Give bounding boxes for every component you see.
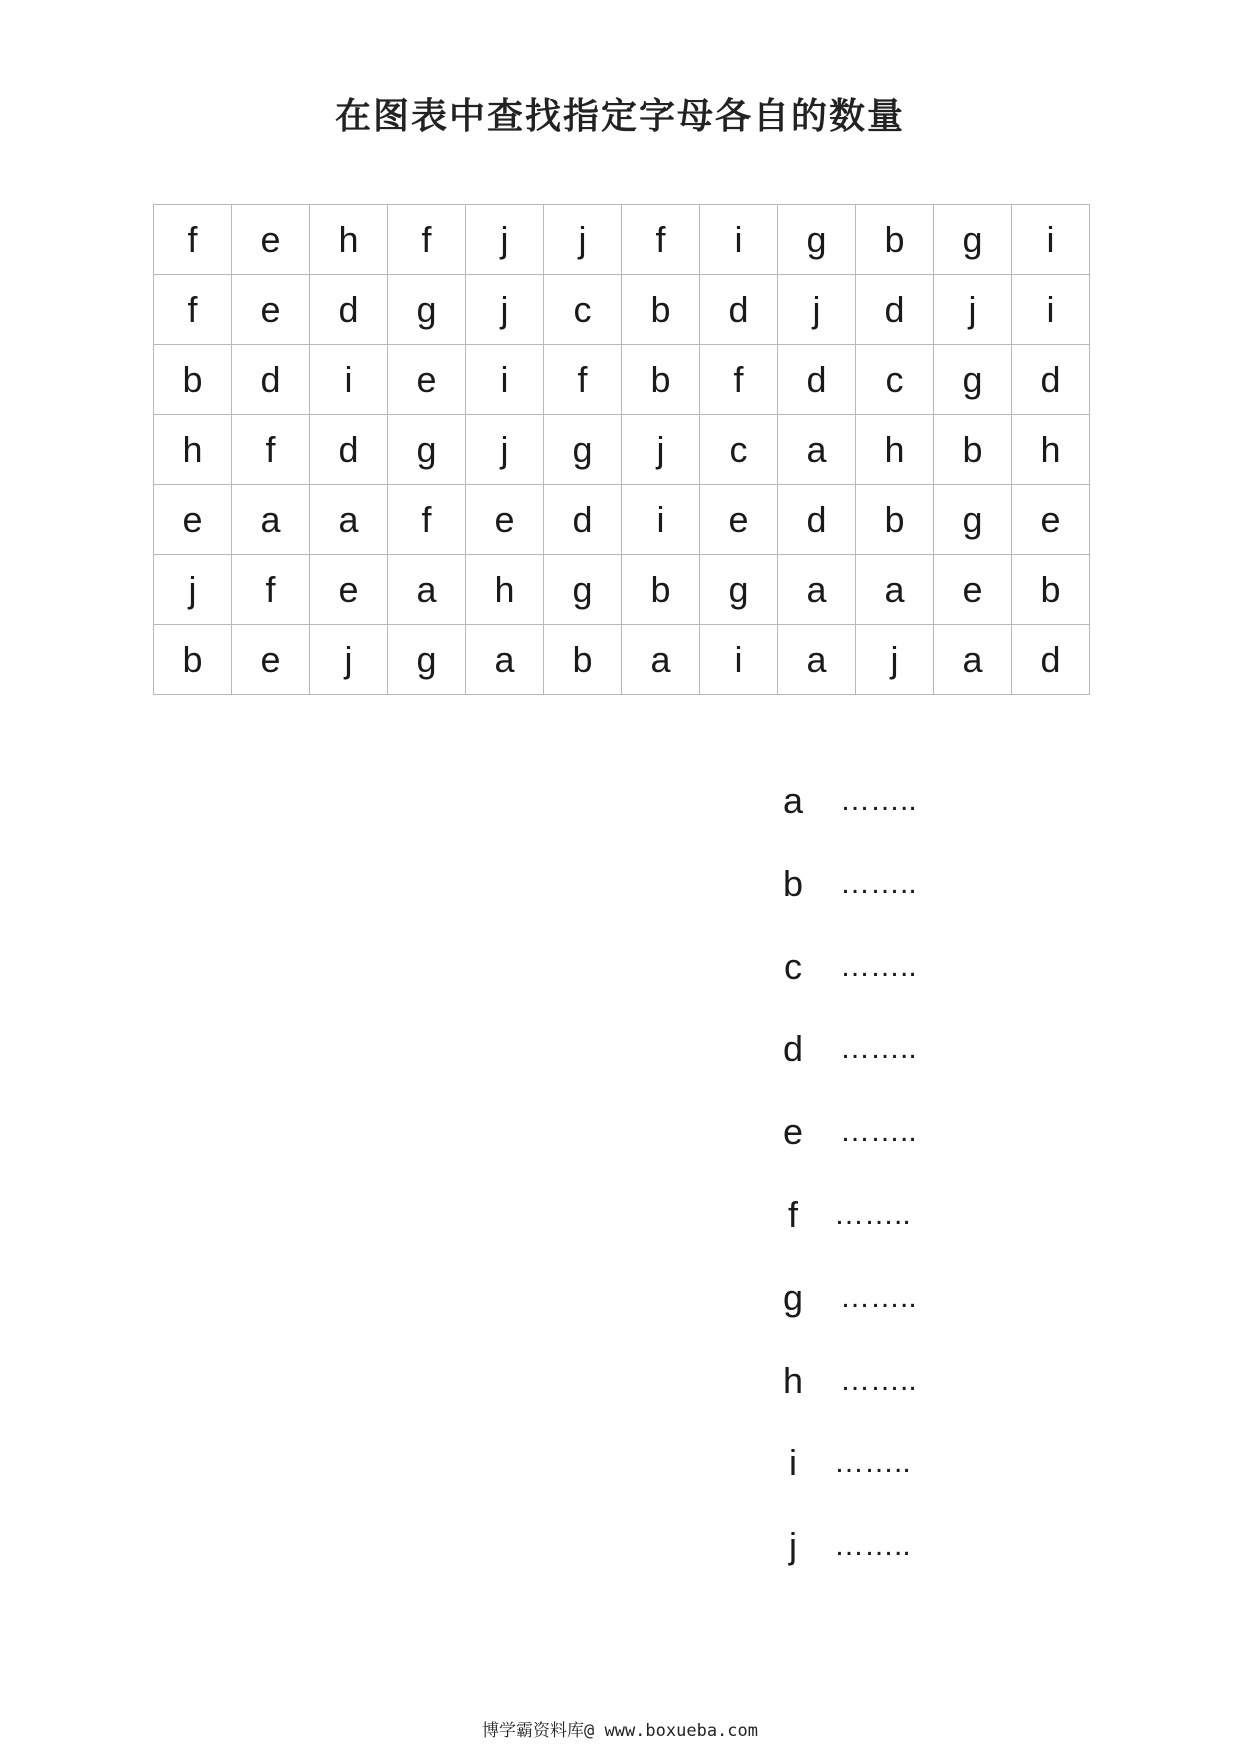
grid-cell: g [388, 625, 466, 695]
grid-cell: b [544, 625, 622, 695]
answer-row [778, 1360, 998, 1410]
grid-cell: i [1012, 275, 1090, 345]
grid-cell: b [856, 485, 934, 555]
grid-cell: d [544, 485, 622, 555]
grid-cell: c [544, 275, 622, 345]
grid-cell: f [154, 205, 232, 275]
grid-cell: f [232, 555, 310, 625]
answer-letter: h [782, 1360, 804, 1401]
grid-cell: f [622, 205, 700, 275]
grid-cell: h [154, 415, 232, 485]
grid-cell: a [934, 625, 1012, 695]
grid-cell: d [310, 415, 388, 485]
grid-cell: j [466, 205, 544, 275]
grid-cell: e [466, 485, 544, 555]
grid-row [154, 205, 1090, 275]
grid-cell: e [232, 275, 310, 345]
grid-row [154, 555, 1090, 625]
grid-cell: d [778, 345, 856, 415]
answer-letter: i [789, 1442, 797, 1483]
grid-cell: h [1012, 415, 1090, 485]
grid-cell: g [544, 415, 622, 485]
grid-cell: d [310, 275, 388, 345]
grid-cell: f [154, 275, 232, 345]
grid-cell: b [154, 625, 232, 695]
grid-cell: h [466, 555, 544, 625]
answer-row [778, 863, 998, 913]
grid-cell: j [466, 275, 544, 345]
answer-blank[interactable]: …….. [840, 784, 917, 817]
grid-cell: g [934, 345, 1012, 415]
grid-cell: b [622, 345, 700, 415]
grid-cell: i [1012, 205, 1090, 275]
grid-cell: j [856, 625, 934, 695]
grid-cell: j [544, 205, 622, 275]
grid-cell: i [700, 625, 778, 695]
grid-cell: g [778, 205, 856, 275]
grid-cell: j [934, 275, 1012, 345]
grid-row [154, 485, 1090, 555]
grid-cell: f [388, 205, 466, 275]
grid-cell: b [934, 415, 1012, 485]
grid-row [154, 625, 1090, 695]
grid-row [154, 345, 1090, 415]
grid-cell: e [310, 555, 388, 625]
grid-cell: b [622, 555, 700, 625]
grid-cell: i [700, 205, 778, 275]
grid-cell: f [544, 345, 622, 415]
grid-cell: g [388, 415, 466, 485]
grid-cell: g [934, 485, 1012, 555]
grid-cell: j [154, 555, 232, 625]
grid-cell: a [622, 625, 700, 695]
grid-cell: d [1012, 625, 1090, 695]
grid-row [154, 415, 1090, 485]
grid-cell: d [1012, 345, 1090, 415]
grid-cell: h [856, 415, 934, 485]
grid-cell: e [154, 485, 232, 555]
grid-cell: g [388, 275, 466, 345]
grid-row [154, 275, 1090, 345]
grid-cell: b [856, 205, 934, 275]
answer-letter: g [782, 1277, 804, 1318]
answer-blank[interactable]: …….. [834, 1198, 911, 1231]
grid-cell: e [700, 485, 778, 555]
grid-cell: j [310, 625, 388, 695]
answer-letter: e [782, 1111, 804, 1152]
answer-row [778, 1028, 998, 1078]
grid-cell: a [232, 485, 310, 555]
answer-letter: d [782, 1028, 804, 1069]
answer-blank[interactable]: …….. [840, 1032, 917, 1065]
grid-cell: a [856, 555, 934, 625]
answer-blank[interactable]: …….. [834, 1529, 911, 1562]
grid-cell: b [154, 345, 232, 415]
grid-cell: e [388, 345, 466, 415]
answer-blank[interactable]: …….. [840, 867, 917, 900]
grid-cell: f [232, 415, 310, 485]
answer-blank[interactable]: …….. [840, 1281, 917, 1314]
grid-cell: g [544, 555, 622, 625]
grid-cell: b [622, 275, 700, 345]
grid-cell: e [232, 205, 310, 275]
grid-cell: f [388, 485, 466, 555]
grid-cell: a [310, 485, 388, 555]
answer-letter: a [782, 780, 804, 821]
grid-cell: g [700, 555, 778, 625]
grid-cell: i [310, 345, 388, 415]
grid-cell: e [232, 625, 310, 695]
grid-cell: f [700, 345, 778, 415]
grid-cell: j [622, 415, 700, 485]
grid-cell: i [622, 485, 700, 555]
grid-cell: d [856, 275, 934, 345]
grid-cell: a [778, 625, 856, 695]
grid-cell: j [466, 415, 544, 485]
grid-cell: e [934, 555, 1012, 625]
answer-letter: f [787, 1194, 798, 1235]
letter-grid [153, 204, 1090, 695]
answer-row [778, 946, 998, 996]
grid-cell: c [700, 415, 778, 485]
grid-cell: a [466, 625, 544, 695]
answer-letter: j [789, 1525, 797, 1566]
answer-row [778, 780, 998, 830]
grid-cell: h [310, 205, 388, 275]
answer-row [778, 1111, 998, 1161]
answer-blank[interactable]: …….. [840, 1115, 917, 1148]
grid-cell: b [1012, 555, 1090, 625]
grid-cell: a [778, 555, 856, 625]
grid-cell: a [778, 415, 856, 485]
answer-blank[interactable]: …….. [840, 1364, 917, 1397]
answer-blank[interactable]: …….. [840, 950, 917, 983]
answer-row [778, 1277, 998, 1327]
answer-letter: c [784, 946, 802, 987]
answer-letter: b [782, 863, 804, 904]
page-title: 在图表中查找指定字母各自的数量 [334, 96, 905, 137]
answer-row [778, 1442, 998, 1492]
grid-cell: d [778, 485, 856, 555]
answer-row [778, 1525, 998, 1575]
grid-cell: d [232, 345, 310, 415]
grid-cell: g [934, 205, 1012, 275]
grid-cell: d [700, 275, 778, 345]
grid-cell: i [466, 345, 544, 415]
grid-cell: a [388, 555, 466, 625]
grid-cell: e [1012, 485, 1090, 555]
grid-cell: j [778, 275, 856, 345]
answer-blank[interactable]: …….. [834, 1446, 911, 1479]
answer-row [778, 1194, 998, 1244]
grid-cell: c [856, 345, 934, 415]
footer-watermark: 博学霸资料库@ www.boxueba.com [482, 1721, 758, 1741]
